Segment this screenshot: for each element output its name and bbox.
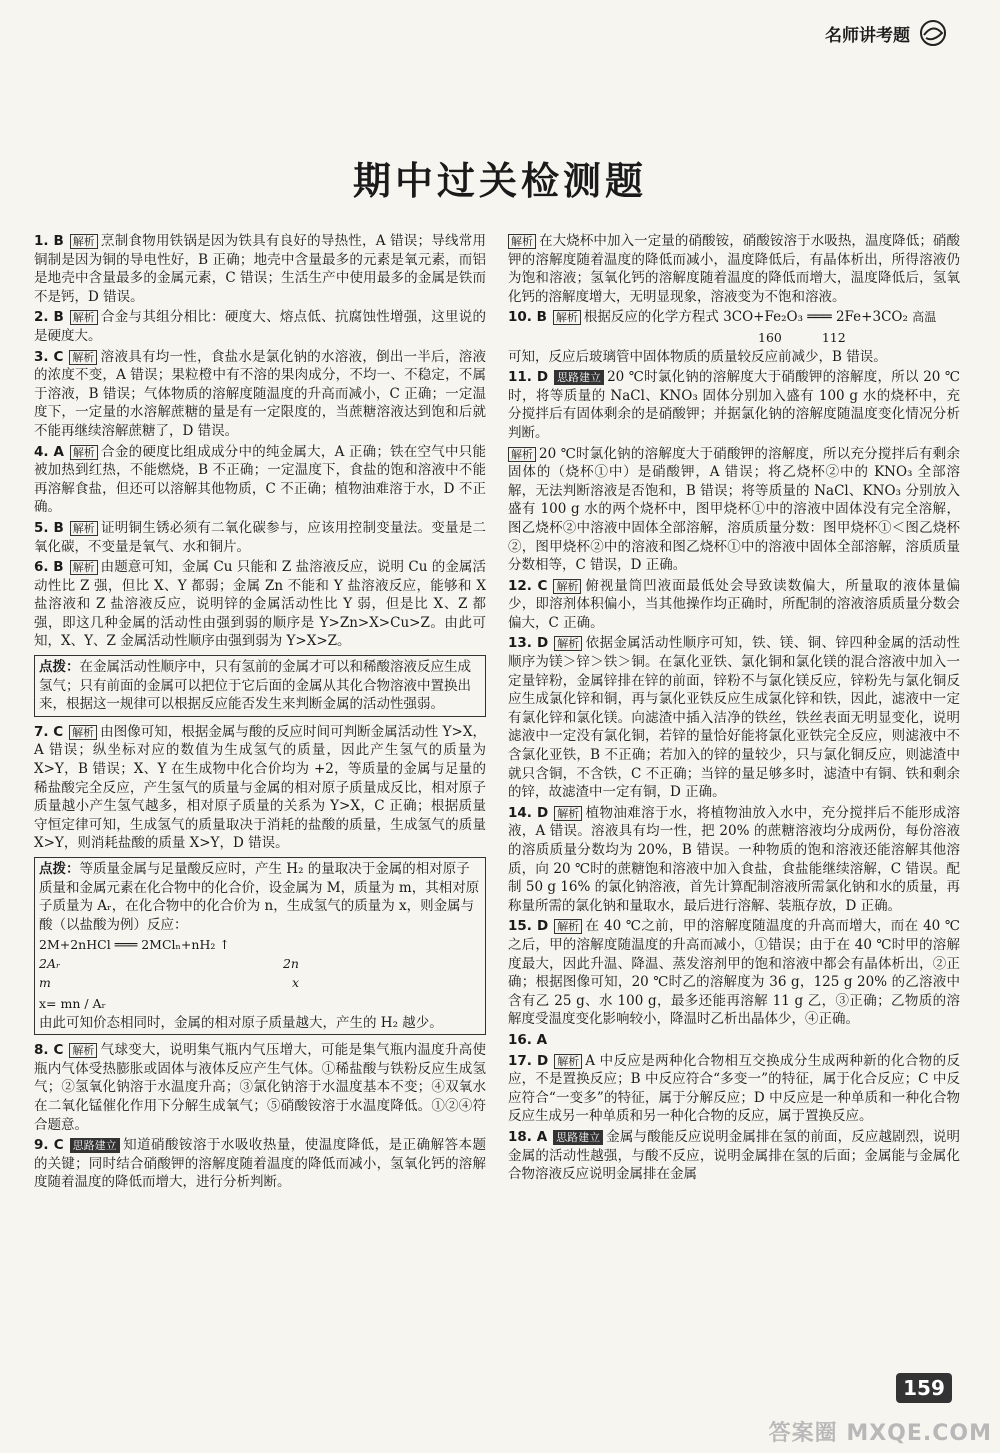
analysis-tag: 解析 — [70, 445, 98, 460]
answer-15: 15. D 解析 在 40 ℃之前，甲的溶解度随温度的升高而增大，而在 40 ℃之后，甲的溶解度随温度的升高而减小，①错误；由于在 40 ℃时甲的溶解度最大，因此升温、降温、蒸发溶剂甲的饱和溶液中都会有晶体析出，②正确；根据图像可知，20 ℃时乙的溶解度为 36 g，125 g 20% 的乙溶液中含有乙 25 g、水 100 g，最多还能再溶解 11 g 乙，③正确；乙物质的溶解度受温度变化影响较小，降温时乙析出晶体少，④正确。 — [508, 918, 960, 1028]
analysis-tag: 解析 — [70, 310, 98, 325]
page-title: 期中过关检测题 — [352, 159, 647, 203]
answer-9: 9. C 思路建立 知道硝酸铵溶于水吸收热量，使温度降低，是正确解答本题的关键；同时结合硝酸钾的溶解度随着温度的降低而减小，氢氧化钙的溶解度随着温度的降低而增大，进行分析判断。 — [34, 1137, 486, 1191]
analysis-tag: 解析 — [70, 521, 98, 536]
idea-tag: 思路建立 — [553, 1130, 603, 1145]
answer-10: 10. B 解析 根据反应的化学方程式 3CO+Fe₂O₃ ═══ 2Fe+3CO₂ 高温 — [508, 309, 937, 326]
ratio-row-2: m x — [39, 974, 299, 990]
analysis-tag: 解析 — [69, 725, 97, 740]
analysis-tag: 解析 — [69, 1043, 97, 1058]
solution-formula: x= mn / Aᵣ — [39, 995, 106, 1011]
answer-7: 7. C 解析 由图像可知，根据金属与酸的反应时间可判断金属活动性 Y>X，A 错误；纵坐标对应的数值为生成氢气的质量，因此产生氢气的质量为 X>Y，B 错误；X、Y 在生成物中化合价均为 +2，等质量的金属与足量的稀盐酸完全反应，产生氢气的质量与金属的相对原子质量成反比，相对原子质量越小产生氢气越多，相对原子质量的关系为 Y>X，C 正确；根据质量守恒定律可知，生成氢气的质量取决于消耗的盐酸的质量，生成氢气的质量 X>Y，则消耗盐酸的质量 X>Y，D 错误。 — [34, 723, 486, 852]
analysis-tag: 解析 — [554, 1054, 582, 1069]
analysis-tag: 解析 — [69, 350, 97, 365]
molar-masses: 160 112 — [758, 329, 846, 345]
tip-box-1: 点拨：在金属活动性顺序中，只有氢前的金属才可以和稀酸溶液反应生成氢气；只有前面的金属可以把位于它后面的金属从其化合物溶液中置换出来，根据这一规律可以根据反应能否发生来判断金属的活动性强弱。 — [34, 655, 486, 717]
answer-11-analysis: 解析 20 ℃时氯化钠的溶解度大于硝酸钾的溶解度，所以充分搅拌后有剩余固体的（烧杯①中）是硝酸钾，A 错误；将乙烧杯②中的 KNO₃ 全部溶解，无法判断溶液是否饱和，B 错误；将等质量的 NaCl、KNO₃ 分别放入盛有 100 g 水的两个烧杯中，图甲烧杯①中的溶液中固体没有完全溶解，图乙烧杯②中溶液中固体全部溶解，溶质质量分数：图甲烧杯①＜图乙烧杯②，图甲烧杯②中的溶液和图乙烧杯①中的溶液中固体全部溶解，溶质质量分数相等，C 错误，D 正确。 — [508, 445, 960, 574]
brand-text: 名师讲考题 — [825, 25, 910, 46]
tip-box-2: 点拨：等质量金属与足量酸反应时，产生 H₂ 的量取决于金属的相对原子质量和金属元素在化合物中的化合价，设金属为 M，质量为 m，其相对原子质量为 Aᵣ，在化合物中的化合价为 n，生成氢气的质量为 x，则金属与酸（以盐酸为例）反应： 2M+2nHCl ═══ 2MClₙ+nH₂ ↑ 2Aᵣ 2n m x x= mn / Aᵣ 由此可知价态相同时，金属的相对原子质量越大，产生的 H₂ 越少。 — [34, 857, 486, 1035]
answer-18: 18. A 思路建立 金属与酸能反应说明金属排在氢的前面，反应越剧烈，说明金属的活动性越强，与酸不反应，说明金属排在氢的后面；金属能与金属化合物溶液反应说明金属排在金属 — [508, 1128, 960, 1183]
page-number: 159 — [896, 1373, 952, 1403]
answer-1: 1. B 解析 烹制食物用铁锅是因为铁具有良好的导热性，A 错误；导线常用铜制是因为铜的导电性好，B 正确；地壳中含量最多的元素是氧元素，而铝是地壳中含量最多的金属元素，C 错误；生活生产中使用最多的金属是铁而不是钙，D 错误。 — [34, 233, 487, 305]
analysis-tag: 解析 — [70, 560, 98, 575]
right-column — [508, 232, 960, 1186]
idea-tag: 思路建立 — [554, 370, 604, 385]
tip-conclusion: 由此可知价态相同时，金属的相对原子质量越大，产生的 H₂ 越少。 — [39, 1014, 443, 1031]
answer-3: 3. C 解析 溶液具有均一性，食盐水是氯化钠的水溶液，倒出一半后，溶液的浓度不变，A 错误；果粒橙中有不溶的果肉成分，不均一、不稳定，不属于溶液，B 错误；气体物质的溶解度随温度的升高而减小，C 正确；一定温度下，一定量的水溶解蔗糖的量是有一定限度的，当蔗糖溶液达到饱和后就不能再继续溶解蔗糖了，D 错误。 — [34, 348, 486, 439]
answer-13: 13. D 解析 依据金属活动性顺序可知，铁、镁、铜、锌四种金属的活动性顺序为镁＞锌＞铁＞铜。在氯化亚铁、氯化铜和氯化镁的混合溶液中加入一定量锌粉，金属锌排在锌的前面，锌粉不与氯化镁反应，锌粉先与氯化铜反应生成氯化锌和铜，再与氯化亚铁反应生成氯化锌和铁，因此，滤液中一定有氯化锌和氯化镁。向滤渣中插入洁净的铁丝，铁丝表面无明显变化，说明滤液中一定没有氯化铜，若锌的量恰好能将氯化亚铁完全反应，则滤液中不含氯化亚铁，B 不正确；若加入的锌的量较少，只与氯化铜反应，则滤渣中就只含铜，不含铁，C 不正确；当锌的量足够多时，滤渣中有铜、铁和剩余的锌，故滤渣中一定有铜，D 正确。 — [508, 635, 960, 801]
ratio-row-1: 2Aᵣ 2n — [39, 956, 299, 972]
brand-swirl-icon — [918, 18, 948, 48]
watermark-logo: 答案圈 MXQE.COM — [768, 1421, 992, 1446]
reaction-condition: 高温 — [912, 310, 937, 325]
answer-11: 11. D 思路建立 20 ℃时氯化钠的溶解度大于硝酸钾的溶解度，所以 20 ℃时，将等质量的 NaCl、KNO₃ 固体分别加入盛有 100 g 水的烧杯中，充分搅拌后有固体剩余的是硝酸钾；并据氯化钠的溶解度随温度变化情况分析判断。 — [508, 369, 961, 441]
answer-5: 5. B 解析 证明铜生锈必须有二氧化碳参与，应该用控制变量法。变量是二氧化碳，不变量是氧气、水和铜片。 — [34, 519, 487, 555]
answer-14: 14. D 解析 植物油难溶于水，将植物油放入水中，充分搅拌后不能形成溶液，A 错误。溶液具有均一性，把 20% 的蔗糖溶液均分成两份，每份溶液的溶质质量分数均为 20%，B 错误。一种物质的饱和溶液还能溶解其他溶质，向 20 ℃时的蔗糖饱和溶液中加入食盐，食盐能继续溶解，C 错误。配制 50 g 16% 的氯化钠溶液，首先计算配制溶液所需氯化钠和水的质量，再称量所需的氯化钠和量取水，最后进行溶解、装瓶存放，D 正确。 — [508, 804, 960, 914]
analysis-tag: 解析 — [554, 919, 582, 934]
header-brand — [825, 18, 948, 48]
answer-2: 2. B 解析 合金与其组分相比：硬度大、熔点低、抗腐蚀性增强，这里说的是硬度大。 — [34, 309, 487, 344]
analysis-tag: 解析 — [554, 636, 582, 651]
answer-4: 4. A 解析 合金的硬度比组成成分中的纯金属大，A 正确；铁在空气中只能被加热到红热，不能燃烧，B 不正确；一定温度下，食盐的饱和溶液中不能再溶解食盐，但还可以溶解其他物质，C 不正确；植物油难溶于水，D 不正确。 — [34, 443, 486, 516]
left-column — [34, 232, 486, 1194]
analysis-tag: 解析 — [554, 806, 582, 821]
analysis-tag: 解析 — [508, 447, 536, 462]
answer-10-conclusion: 可知，反应后玻璃管中固体物质的质量较反应前减少，B 错误。 — [508, 348, 887, 365]
reaction-equation: 2M+2nHCl ═══ 2MClₙ+nH₂ ↑ — [39, 937, 230, 953]
answer-12: 12. C 解析 俯视量筒凹液面最低处会导致读数偏大，所量取的液体量偏少，即溶剂体积偏小，当其他操作均正确时，所配制的溶液溶质质量分数会偏大，C 正确。 — [508, 577, 960, 631]
analysis-tag: 解析 — [553, 579, 581, 594]
answer-9-continued: 解析 在大烧杯中加入一定量的硝酸铵，硝酸铵溶于水吸热，温度降低；硝酸钾的溶解度随着温度的降低而减小，温度降低后，有晶体析出，所得溶液仍为饱和溶液；氢氧化钙的溶解度随着温度的降低而增大，温度降低后，氢氧化钙的溶解度增大，无明显现象，溶液变为不饱和溶液。 — [508, 233, 960, 305]
answer-16: 16. A — [508, 1031, 548, 1048]
analysis-tag: 解析 — [70, 234, 98, 249]
idea-tag: 思路建立 — [70, 1138, 120, 1153]
analysis-tag: 解析 — [553, 310, 581, 325]
answer-8: 8. C 解析 气球变大，说明集气瓶内气压增大，可能是集气瓶内温度升高使瓶内气体受热膨胀或固体与液体反应产生气体。①稀盐酸与铁粉反应生成氢气；②氢氧化钠溶于水温度升高；③氯化钠溶于水温度基本不变；④双氧水在二氧化锰催化作用下分解生成氧气；⑤硝酸铵溶于水温度降低。①②④符合题意。 — [34, 1042, 486, 1133]
answer-6: 6. B 解析 由题意可知，金属 Cu 只能和 Z 盐溶液反应，说明 Cu 的金属活动性比 Z 强，但比 X、Y 都弱；金属 Zn 不能和 Y 盐溶液反应，能够和 X 盐溶液和 Z 盐溶液反应，说明锌的金属活动性比 Y 弱，但是比 X、Z 都强，即这几种金属的活动性由强到弱的顺序是 Y>Zn>X>Cu>Z。由此可知，X、Y、Z 金属活动性顺序由强到弱为 Y>X>Z。 — [34, 559, 486, 650]
analysis-tag: 解析 — [508, 234, 536, 249]
answer-17: 17. D 解析 A 中反应是两种化合物相互交换成分生成两种新的化合物的反应，不是置换反应；B 中反应符合“多变一”的特征，属于化合反应；C 中反应符合“一变多”的特征，属于分解反应；D 中反应是一种单质和一种化合物反应生成另一种单质和另一种化合物的反应，属于置换反应。 — [508, 1052, 960, 1125]
